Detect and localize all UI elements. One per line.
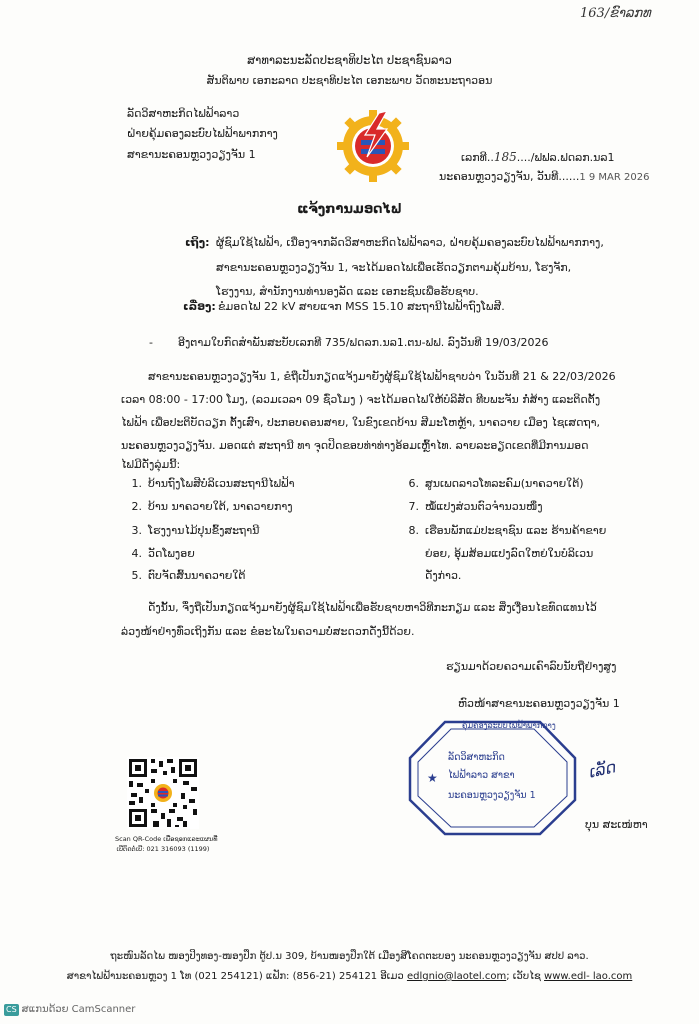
doc-number-label: ເລກທີ bbox=[461, 151, 487, 164]
doc-date bbox=[439, 170, 649, 185]
to-line2: ສາຂານະຄອນຫຼວງວຽງຈັນ 1, ຈະໄດ້ມອດໄຟເພື່ອເຮັດວຽກຕາມຄຸ້ມບ້ານ, ໂຮງຈັກ, bbox=[216, 261, 572, 274]
list-item bbox=[128, 547, 195, 561]
list-item-text: ບ້ານ ນາຄວາຍໃຕ້, ນາຄວາຍກາງ bbox=[148, 500, 293, 513]
list-item-text: ໝໍ້ແປງສ່ວນຕົວຈຳນວນໜຶ່ງ bbox=[425, 500, 543, 513]
signer-name: ບຸນ ສະເໜ່ຫາ bbox=[585, 818, 648, 831]
reference-bullet: - bbox=[149, 336, 153, 349]
list-item-number: 8. bbox=[408, 524, 419, 537]
list-item-number: 4. bbox=[131, 547, 142, 560]
camscanner-watermark bbox=[4, 1004, 135, 1016]
list-item-text: ເຮືອນພັກແມ່ປະຊາຊົນ ແລະ ຮ້ານຄ້າຂາຍ bbox=[425, 524, 607, 537]
doc-number-suffix: ..../ຟຟລ.ຟດລກ.ນລ1 bbox=[516, 151, 615, 164]
subject-label: ເລື່ອງ: bbox=[183, 300, 216, 313]
list-item-number: 5. bbox=[131, 569, 142, 582]
list-item bbox=[128, 569, 245, 583]
list-item-number: 6. bbox=[408, 477, 419, 490]
signature-mark: ເລັດ bbox=[586, 757, 617, 782]
stamp-ring-text: ຄຸ້ມຄອງລະບົບໄຟຟ້າພາກກາງ bbox=[462, 721, 556, 730]
list-item-number: 7. bbox=[408, 500, 419, 513]
handwritten-note: 163/ຂົາລກທ bbox=[580, 6, 651, 21]
list-item-text: ຕົບຈັດສົ້ນນາຄວາຍໃຕ້ bbox=[148, 569, 246, 582]
list-item-text: ສູນເພດລາວໂທລະຄົມ(ນາຄວາຍໃຕ້) bbox=[425, 477, 584, 490]
org-line2: ຝ່າຍຄຸ້ມຄອງລະບົບໄຟຟ້າພາກກາງ bbox=[127, 127, 278, 140]
subject-text: ຂໍມອດໄຟ 22 kV ສາຍແຈກ MSS 15.10 ສະຖານີໄຟຟ້າຖົງໂພສີ. bbox=[218, 300, 505, 313]
header-line1: ສາທາລະນະລັດປະຊາທິປະໄຕ ປະຊາຊົນລາວ bbox=[247, 53, 452, 67]
list-item-text: ໂຮງງານໄມ້ປຸນຂົ້ງສະຖານີ bbox=[148, 524, 260, 537]
camscanner-text: ສແກນດ້ວຍ CamScanner bbox=[21, 1004, 136, 1015]
signer-role: ຫົວໜ້າສາຂານະຄອນຫຼວງວຽງຈັນ 1 bbox=[458, 697, 620, 710]
list-item-number: 2. bbox=[131, 500, 142, 513]
list-item-text: ບ້ານຖົງໂພສີບໍລິເວນສະຖານີໄຟຟ້າ bbox=[148, 477, 295, 490]
footer-website-link[interactable]: www.edl- lao.com bbox=[544, 971, 633, 982]
reference-text: ອີງຕາມໃບກົດສຳພັນສະບັບເລກທີ 735/ຟດລກ.ນລ1.ຕນ-ຟຟ. ລົງວັນທີ 19/03/2026 bbox=[178, 336, 549, 349]
list-item bbox=[405, 477, 584, 491]
list-item bbox=[128, 477, 295, 491]
doc-number-value: 185 bbox=[493, 150, 517, 164]
page-title: ແຈ້ງການມອດໄຟ bbox=[297, 202, 402, 217]
regards-text: ຮຽນມາດ້ວຍຄວາມເຄົາລົບນັບຖືຢ່າງສູງ bbox=[446, 660, 617, 673]
list-item bbox=[128, 500, 293, 514]
doc-number bbox=[461, 150, 615, 165]
list-item bbox=[405, 524, 606, 538]
to-label: ເຖິງ: bbox=[185, 236, 210, 249]
edl-logo bbox=[335, 105, 413, 183]
list-item-text: ວັດໂພງອຍ bbox=[148, 547, 195, 560]
footer-contact-text: ສາຂາໄຟຟ້ານະຄອນຫຼວງ 1 ໂທ (021 254121) ແຟັກ: (856-21) 254121 ອີເມວ bbox=[66, 971, 407, 982]
body-line5: ໄຟມີດັ່ງລຸ່ມນີ້: bbox=[121, 458, 181, 471]
list-item bbox=[128, 524, 259, 538]
list-item-continued: ດັ່ງກ່າວ. bbox=[425, 569, 462, 582]
star-icon: ★ bbox=[427, 771, 438, 785]
list-item-continued: ຍ່ອຍ, ອຸ້ມສ້ອມແປງລົດໃຫຍ່ໃນບໍລິເວນ bbox=[425, 547, 594, 560]
body-line1: ສາຂານະຄອນຫຼວງວຽງຈັນ 1, ຂໍຖືເປັນກຽດແຈ້ງມາຍັງຜູ້ຊົມໃຊ້ໄຟຟ້າຊາບວ່າ ໃນວັນທີ 21 & 22/03/2026 bbox=[148, 370, 616, 383]
footer-contact bbox=[0, 970, 699, 984]
stamp-line1: ລັດວິສາຫະກິດ bbox=[448, 752, 505, 763]
qr-code[interactable] bbox=[127, 757, 199, 829]
org-line1: ລັດວິສາຫະກິດໄຟຟ້າລາວ bbox=[127, 107, 240, 120]
doc-number-dots: .. bbox=[486, 151, 494, 164]
list-item-number: 1. bbox=[131, 477, 142, 490]
body-line3: ໄຟຟ້າ ເພື່ອປະຕິບັດວຽກ ຕັ້ງເສົາ, ປະກອບຄອນສາຍ, ໃນຂົງເຂດບ້ານ ສີມະໂຫຫຼ້າ, ນາຄວາຍ ເມືອງ ໄຊເສດຖາ, bbox=[121, 416, 601, 429]
footer-email-link[interactable]: edlgnio@laotel.com bbox=[406, 971, 507, 982]
closing-line2: ລ່ວງໜ້າຢ່າງທົ່ວເຖິງກັນ ແລະ ຂໍອະໄພໃນຄວາມບໍ່ສະດວກດັ່ງນີ້ດ້ວຍ. bbox=[121, 625, 415, 638]
stamp-line3: ນະຄອນຫຼວງວຽງຈັນ 1 bbox=[448, 790, 536, 801]
qr-caption1: Scan QR-Code ເພື່ອຊອກແລະແຜນທີ່ bbox=[115, 835, 218, 843]
header-line2: ສັນຕິພາບ ເອກະລາດ ປະຊາທິປະໄຕ ເອກະພາບ ວັດທະນະຖາວອນ bbox=[206, 74, 493, 87]
list-item-number: 3. bbox=[131, 524, 142, 537]
body-line4: ນະຄອນຫຼວງວຽງຈັນ. ມອດແຕ່ ສະຖານີ ທາ ຈຸດປິດຂອບທ່າທ່າງອ້ອມເຫຼົ້າໄທ. ລາຍລະອຽດເຂດທີ່ມີການມອດ bbox=[121, 439, 589, 452]
doc-date-stamp: 1 9 MAR 2026 bbox=[579, 172, 650, 183]
body-line2: ເວລາ 08:00 - 17:00 ໂມງ, (ລວມເວລາ 09 ຊົ່ວໂມງ ) ຈະໄດ້ມອດໄຟໃຫ້ບໍລິສັດ ທີບພະຈັນ ກໍ່ສ້າງ ແລະຕິດຕັ້ງ bbox=[121, 393, 601, 406]
to-line1: ຜູ້ຊົມໃຊ້ໄຟຟ້າ, ເນື່ອງຈາກລັດວິສາຫະກິດໄຟຟ້າລາວ, ຝ່າຍຄຸ້ມຄອງລະບົບໄຟຟ້າພາກກາງ, bbox=[216, 236, 604, 249]
footer-address: ຖະໜົນລັດໄພ ໜອງປິງທອງ-ໜອງປຶກ ຕູ້ປ.ນ 309, ບ້ານໜອງປຶກໃຕ້ ເມືອງສີໂຄດຕະບອງ ນະຄອນຫຼວງວຽງຈັນ ສປປ ລາວ. bbox=[110, 951, 589, 962]
closing-line1: ດັ່ງນັ້ນ, ຈຶ່ງຖືເປັນກຽດແຈ້ງມາຍັງຜູ້ຊົມໃຊ້ໄຟຟ້າເພື່ອຮັບຊາບຫາວິທີກະກຽມ ແລະ ສິ່ງເງື່ອນໄຂທົດແທນໄວ້ bbox=[148, 601, 597, 614]
org-line3: ສາຂານະຄອນຫຼວງວຽງຈັນ 1 bbox=[127, 148, 256, 161]
to-line3: ໂຮງງານ, ສຳນັກງານທ່ານອງລັດ ແລະ ເອກະຊົນເພື່ອຮັບຊາບ. bbox=[216, 285, 479, 298]
gear-icon bbox=[337, 110, 409, 182]
list-item bbox=[405, 500, 543, 514]
camscanner-icon: CS bbox=[6, 1005, 17, 1014]
qr-caption2: ເບີຕິດຕໍ່ເບີ: 021 316093 (1199) bbox=[116, 845, 210, 853]
stamp-line2: ໄຟຟ້າລາວ ສາຂາ bbox=[448, 770, 515, 781]
footer-website-label: ; ເວັບໄຊ bbox=[506, 971, 545, 982]
doc-date-place: ນະຄອນຫຼວງວຽງຈັນ, ວັນທີ...... bbox=[439, 170, 580, 183]
